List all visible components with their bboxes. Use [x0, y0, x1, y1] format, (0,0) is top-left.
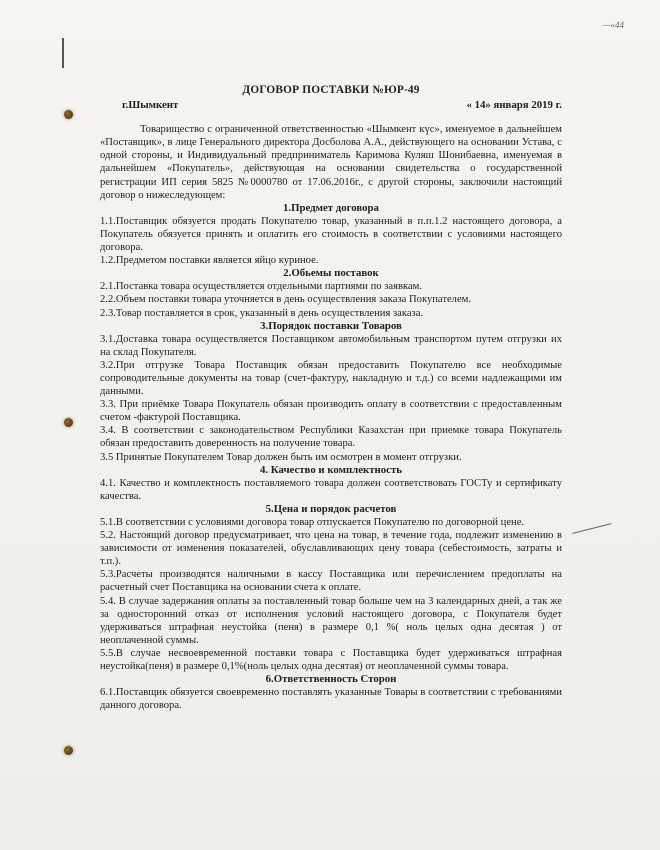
- contract-city: г.Шымкент: [122, 99, 179, 112]
- clause: 1.1.Поставщик обязуется продать Покупателю товар, указанный в п.п.1.2 настоящего договора, а Покупатель обязуется принять и оплатить его стоимость в соответствии с условиями настоящего договора.: [100, 215, 562, 254]
- clause: 5.1.В соответствии с условиями договора товар отпускается Покупателю по договорной цене.: [100, 517, 525, 528]
- margin-note: —«44: [602, 20, 624, 30]
- clause: 2.2.Объем поставки товара уточняется в день осуществления заказа Покупателем.: [100, 294, 472, 306]
- section-title: 4. Качество и комплектность: [260, 463, 402, 476]
- clause: 5.5.В случае несвоевременной поставки товара с Поставщика будет удерживаться штрафная неустойка(пеня) в размере 0,1%(ноль целых одна десятая) от неоплаченной суммы товара.: [100, 647, 562, 673]
- place-date-line: [100, 99, 562, 112]
- clause: 5.2. Настоящий договор предусматривает, что цена на товар, в течение года, подлежит изменению в зависимости от изменения показателей, обуславливающих цену товара (себестоимость, затраты и т.п.).: [100, 530, 562, 568]
- pen-stroke: [572, 523, 611, 534]
- clause: 3.1.Доставка товара осуществляется Поставщиком автомобильным транспортом путем отгрузки их на склад Покупателя.: [100, 333, 562, 358]
- clause: 3.3. При приёмке Товара Покупатель обязан производить оплату в соответствии с предоставленным счетом -фактурой Поставщика.: [100, 399, 562, 424]
- contract-date: « 14» января 2019 г.: [466, 99, 562, 112]
- clause: 3.5 Принятые Покупателем Товар должен быть им осмотрен в момент отгрузки.: [100, 451, 462, 463]
- clause: 2.1.Поставка товара осуществляется отдельными партиями по заявкам.: [100, 281, 422, 293]
- clause: 5.4. В случае задержания оплаты за поставленный товар больше чем на 3 календарных дней, а так же за односторонний отказ от исполнения условий настоящего договора, с Покупателя будет удерживаться штрафная неустойка (пеня) в размере 0,1 %( ноль целых одна десятая ) от неоплаченной суммы.: [100, 595, 562, 646]
- clause: 4.1. Качество и комплектность поставляемого товара должен соответствовать ГОСТу и сертификату качества.: [100, 477, 562, 502]
- margin-pen-stroke: [62, 38, 64, 68]
- clause: 5.3.Расчеты производятся наличными в кассу Поставщика или перечислением предоплаты на расчетный счет Поставщика на основании счета к оплате.: [100, 569, 562, 594]
- clause: 3.2.При отгрузке Товара Поставщик обязан предоставить Покупателю все необходимые сопроводительные документы на товар (счет-фактуру, накладную и т.д.) со всеми надлежащими им данными.: [100, 359, 562, 398]
- punch-hole-icon: [64, 110, 73, 119]
- clause: 2.3.Товар поставляется в срок, указанный в день осуществления заказа.: [100, 307, 424, 319]
- contract-sections: [100, 202, 562, 713]
- section-title: 3.Порядок поставки Товаров: [260, 319, 402, 332]
- preamble: Товарищество с ограниченной ответственностью «Шымкент күс», именуемое в дальнейшем «Поставщик», в лице Генерального директора Досболова А.А., действующего на основании Устава, с одной стороны, и Индивидуальный предприниматель Каримова Куляш Шонибаевна, именуемая в дальнейшем «Покупатель», действующая на основании свидетельства о государственной регистрации ИП серия 5825 №0000780 от 17.06.2016г., с другой стороны, заключили настоящий договор о нижеследующем:: [100, 124, 562, 201]
- section-title: 6.Ответственность Сторон: [265, 673, 397, 686]
- section-title: 2.Обьемы поставок: [283, 267, 379, 280]
- clause: 6.1.Поставщик обязуется своевременно поставлять указанные Товары в соответствии с требованиями данного договора.: [100, 687, 562, 712]
- punch-hole-icon: [64, 418, 73, 427]
- section-title: 1.Предмет договора: [283, 201, 379, 214]
- clause: 3.4. В соответствии с законодательством Республики Казахстан при приемке товара Покупатель обязан предоставить доверенность на получение товара.: [100, 425, 562, 450]
- section-title: 5.Цена и порядок расчетов: [265, 502, 397, 515]
- clause: 1.2.Предметом поставки является яйцо куриное.: [100, 255, 319, 267]
- punch-hole-icon: [64, 746, 73, 755]
- contract-body: [100, 84, 562, 712]
- contract-title: ДОГОВОР ПОСТАВКИ №ЮР-49: [242, 84, 420, 96]
